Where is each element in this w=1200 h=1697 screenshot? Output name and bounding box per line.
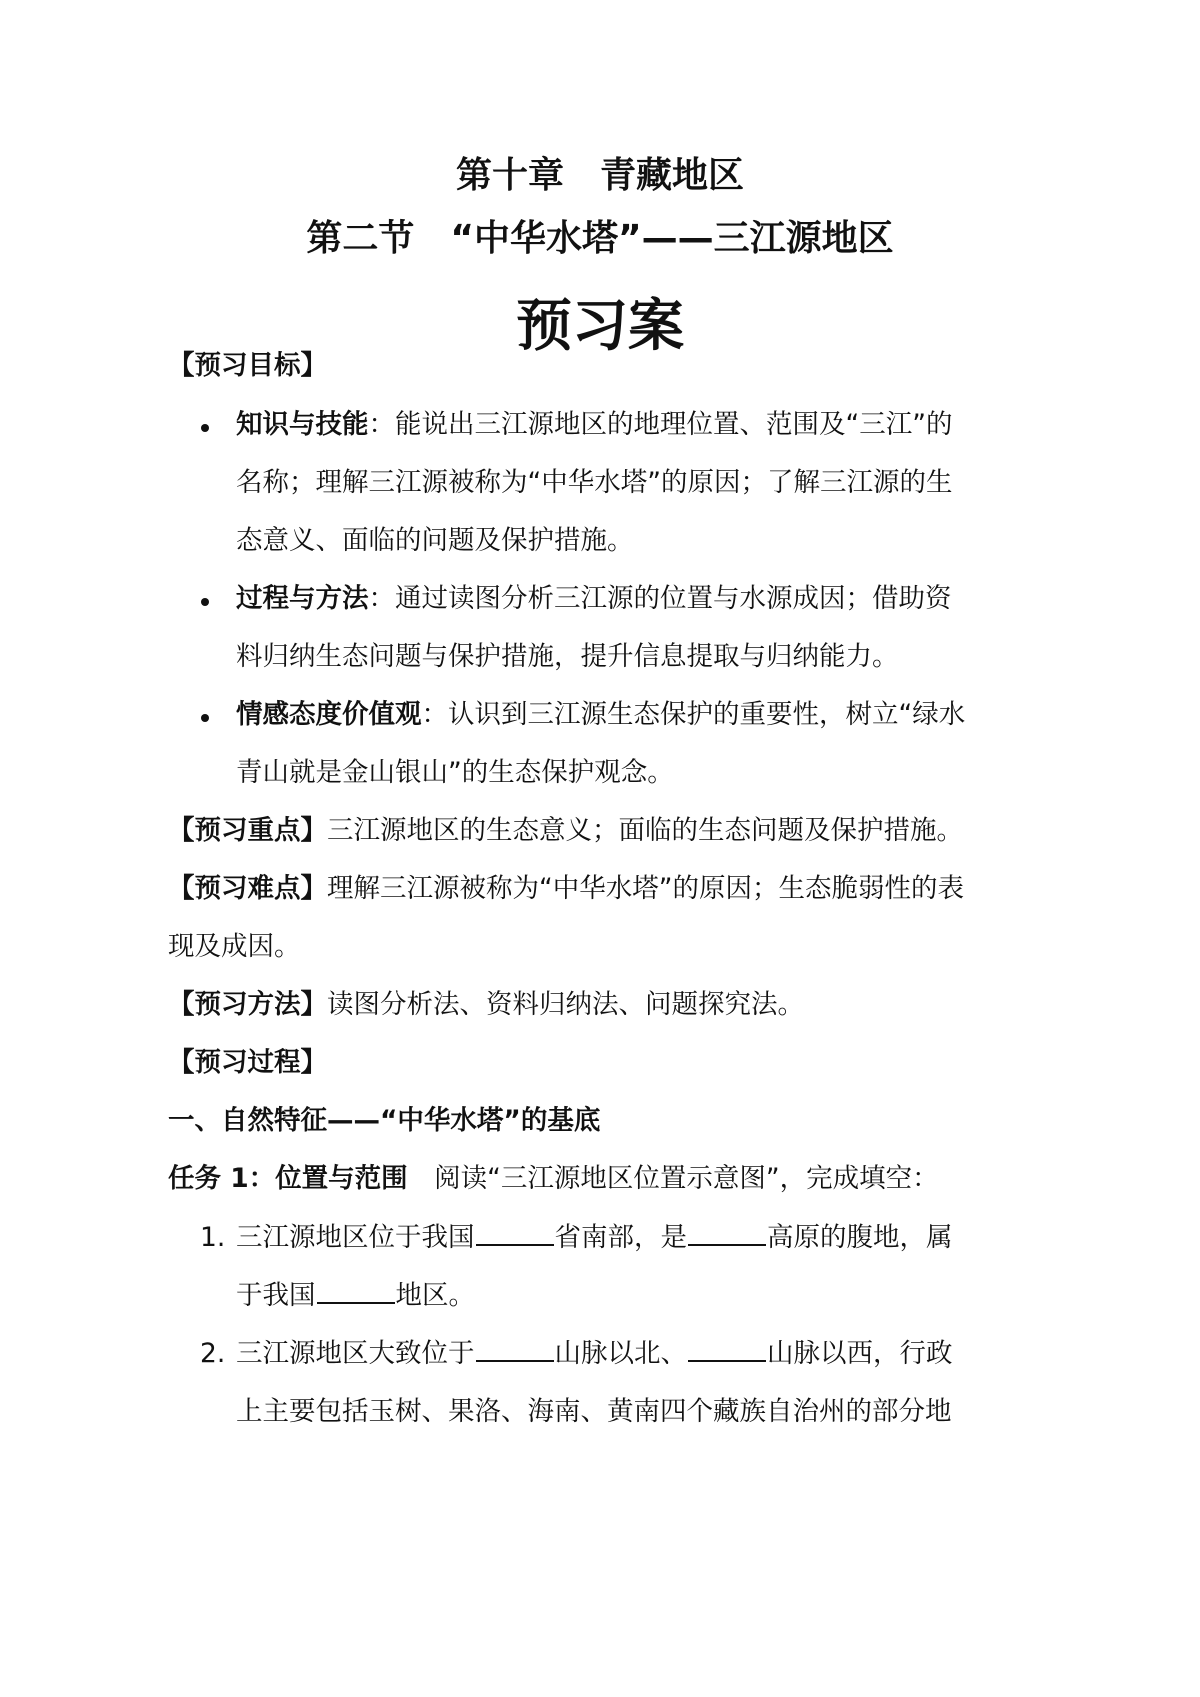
fill-blank[interactable] <box>476 1336 554 1362</box>
difficulties-text: 现及成因。 <box>168 931 301 962</box>
methods-label: 【预习方法】 <box>168 989 327 1020</box>
goal-separator: ： <box>421 699 448 730</box>
goal-label: 情感态度价值观 <box>236 699 422 730</box>
document-title: 预习案 <box>516 294 684 359</box>
key-points-label: 【预习重点】 <box>168 815 327 846</box>
task1-text: 阅读“三江源地区位置示意图”，完成填空： <box>434 1163 939 1194</box>
question-number: 1. <box>200 1222 226 1253</box>
key-points-text: 三江源地区的生态意义；面临的生态问题及保护措施。 <box>327 815 963 846</box>
fill-blank[interactable] <box>688 1220 766 1246</box>
question-2-line-2: 上主要包括玉树、果洛、海南、黄南四个藏族自治州的部分地 <box>236 1396 952 1427</box>
task1 <box>168 1159 939 1199</box>
goal-text-line: 料归纳生态问题与保护措施，提升信息提取与归纳能力。 <box>236 641 899 672</box>
goal-item-knowledge <box>236 405 952 445</box>
goal-text-line: 名称；理解三江源被称为“中华水塔”的原因；了解三江源的生 <box>236 467 953 498</box>
bullet-icon <box>201 714 209 722</box>
question-text: 山脉以西，行政 <box>767 1338 953 1369</box>
goal-label: 过程与方法 <box>236 583 369 614</box>
goals-heading: 【预习目标】 <box>168 350 327 381</box>
question-2-line-1 <box>236 1334 953 1374</box>
goal-text-line: 能说出三江源地区的地理位置、范围及“三江”的 <box>395 409 953 440</box>
fill-blank[interactable] <box>317 1278 395 1304</box>
process-heading: 【预习过程】 <box>168 1047 327 1078</box>
methods-text: 读图分析法、资料归纳法、问题探究法。 <box>327 989 804 1020</box>
bullet-icon <box>201 598 209 606</box>
fill-blank[interactable] <box>476 1220 554 1246</box>
goal-text-line: 青山就是金山银山”的生态保护观念。 <box>236 757 674 788</box>
goal-text-line: 通过读图分析三江源的位置与水源成因；借助资 <box>395 583 952 614</box>
question-text: 于我国 <box>236 1280 316 1311</box>
question-1-line-1 <box>236 1218 953 1258</box>
goal-item-attitude <box>236 695 965 735</box>
fill-blank[interactable] <box>688 1336 766 1362</box>
question-1-line-2 <box>236 1276 475 1316</box>
question-text: 地区。 <box>395 1280 475 1311</box>
section-title: 第二节 “中华水塔”——三江源地区 <box>306 218 894 259</box>
goal-separator: ： <box>368 583 395 614</box>
question-text: 高原的腹地，属 <box>767 1222 953 1253</box>
question-text: 省南部，是 <box>554 1222 687 1253</box>
bullet-icon <box>201 424 209 432</box>
difficulties-label: 【预习难点】 <box>168 873 327 904</box>
goal-separator: ： <box>368 409 395 440</box>
question-text: 三江源地区大致位于 <box>236 1338 475 1369</box>
methods <box>168 985 804 1025</box>
goal-text-line: 认识到三江源生态保护的重要性，树立“绿水 <box>448 699 966 730</box>
goal-item-process <box>236 579 952 619</box>
goal-label: 知识与技能 <box>236 409 369 440</box>
key-points <box>168 811 963 851</box>
chapter-title: 第十章 青藏地区 <box>455 155 744 196</box>
difficulties-text: 理解三江源被称为“中华水塔”的原因；生态脆弱性的表 <box>327 873 964 904</box>
part1-title: 一、自然特征——“中华水塔”的基底 <box>168 1105 601 1136</box>
question-text: 山脉以北、 <box>554 1338 687 1369</box>
difficulties <box>168 869 964 909</box>
goal-text-line: 态意义、面临的问题及保护措施。 <box>236 525 634 556</box>
question-number: 2. <box>200 1338 226 1369</box>
question-text: 三江源地区位于我国 <box>236 1222 475 1253</box>
task1-label: 任务 1：位置与范围 <box>168 1163 408 1194</box>
